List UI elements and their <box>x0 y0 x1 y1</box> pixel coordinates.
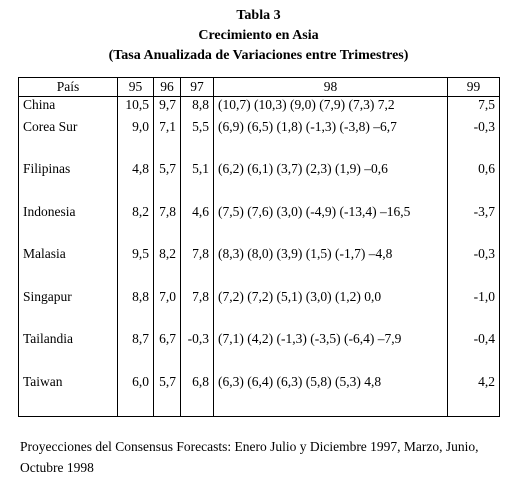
value-cell: 4,6 <box>181 204 214 247</box>
country-cell: China <box>19 97 118 119</box>
value-cell: 6,0 <box>118 374 154 417</box>
value-cell: 4,2 <box>448 374 500 417</box>
value-cell: -3,7 <box>448 204 500 247</box>
value-cell: 6,8 <box>181 374 214 417</box>
value-cell: 8,8 <box>118 289 154 332</box>
value-cell: 8,2 <box>154 246 181 289</box>
value-cell: 5,5 <box>181 119 214 162</box>
country-cell: Singapur <box>19 289 118 332</box>
quarterly-values-cell: (10,7) (10,3) (9,0) (7,9) (7,3) 7,2 <box>214 97 448 119</box>
value-cell: 5,1 <box>181 161 214 204</box>
header-cell-pais: País <box>19 78 118 97</box>
value-cell: -1,0 <box>448 289 500 332</box>
table-number: Tabla 3 <box>236 8 281 23</box>
value-cell: -0,3 <box>181 331 214 374</box>
value-cell: 8,8 <box>181 97 214 119</box>
country-cell: Corea Sur <box>19 119 118 162</box>
value-cell: 8,7 <box>118 331 154 374</box>
table-row <box>19 331 500 374</box>
country-cell: Indonesia <box>19 204 118 247</box>
value-cell: 0,6 <box>448 161 500 204</box>
source-note: Proyecciones del Consensus Forecasts: Enero Julio y Diciembre 1997, Marzo, Junio, Octubre 1998 <box>20 439 479 475</box>
quarterly-values-cell: (6,9) (6,5) (1,8) (-1,3) (-3,8) –6,7 <box>214 119 448 162</box>
value-cell: 7,5 <box>448 97 500 119</box>
header-cell-99: 99 <box>448 78 500 97</box>
country-cell: Malasia <box>19 246 118 289</box>
table-row <box>19 246 500 289</box>
quarterly-values-cell: (6,2) (6,1) (3,7) (2,3) (1,9) –0,6 <box>214 161 448 204</box>
value-cell: 4,8 <box>118 161 154 204</box>
header-row <box>19 78 500 97</box>
country-cell: Filipinas <box>19 161 118 204</box>
value-cell: 9,7 <box>154 97 181 119</box>
header-cell-97: 97 <box>181 78 214 97</box>
quarterly-values-cell: (8,3) (8,0) (3,9) (1,5) (-1,7) –4,8 <box>214 246 448 289</box>
table-title: Crecimiento en Asia <box>198 28 319 43</box>
value-cell: -0,3 <box>448 119 500 162</box>
header-cell-95: 95 <box>118 78 154 97</box>
quarterly-values-cell: (7,2) (7,2) (5,1) (3,0) (1,2) 0,0 <box>214 289 448 332</box>
table-row <box>19 374 500 417</box>
value-cell: 10,5 <box>118 97 154 119</box>
value-cell: 9,0 <box>118 119 154 162</box>
value-cell: 7,0 <box>154 289 181 332</box>
header-cell-98: 98 <box>214 78 448 97</box>
table-subtitle: (Tasa Anualizada de Variaciones entre Trimestres) <box>108 48 409 63</box>
growth-table <box>18 77 500 417</box>
value-cell: 6,7 <box>154 331 181 374</box>
table-row <box>19 204 500 247</box>
value-cell: 7,8 <box>181 289 214 332</box>
table-row <box>19 289 500 332</box>
value-cell: -0,3 <box>448 246 500 289</box>
quarterly-values-cell: (6,3) (6,4) (6,3) (5,8) (5,3) 4,8 <box>214 374 448 417</box>
value-cell: 9,5 <box>118 246 154 289</box>
table-row <box>19 97 500 119</box>
table-row <box>19 161 500 204</box>
table-row <box>19 119 500 162</box>
value-cell: 5,7 <box>154 374 181 417</box>
value-cell: 5,7 <box>154 161 181 204</box>
quarterly-values-cell: (7,1) (4,2) (-1,3) (-3,5) (-6,4) –7,9 <box>214 331 448 374</box>
value-cell: 7,8 <box>181 246 214 289</box>
country-cell: Taiwan <box>19 374 118 417</box>
value-cell: 8,2 <box>118 204 154 247</box>
value-cell: 7,8 <box>154 204 181 247</box>
table-caption <box>0 6 517 66</box>
country-cell: Tailandia <box>19 331 118 374</box>
header-cell-96: 96 <box>154 78 181 97</box>
quarterly-values-cell: (7,5) (7,6) (3,0) (-4,9) (-13,4) –16,5 <box>214 204 448 247</box>
value-cell: -0,4 <box>448 331 500 374</box>
value-cell: 7,1 <box>154 119 181 162</box>
